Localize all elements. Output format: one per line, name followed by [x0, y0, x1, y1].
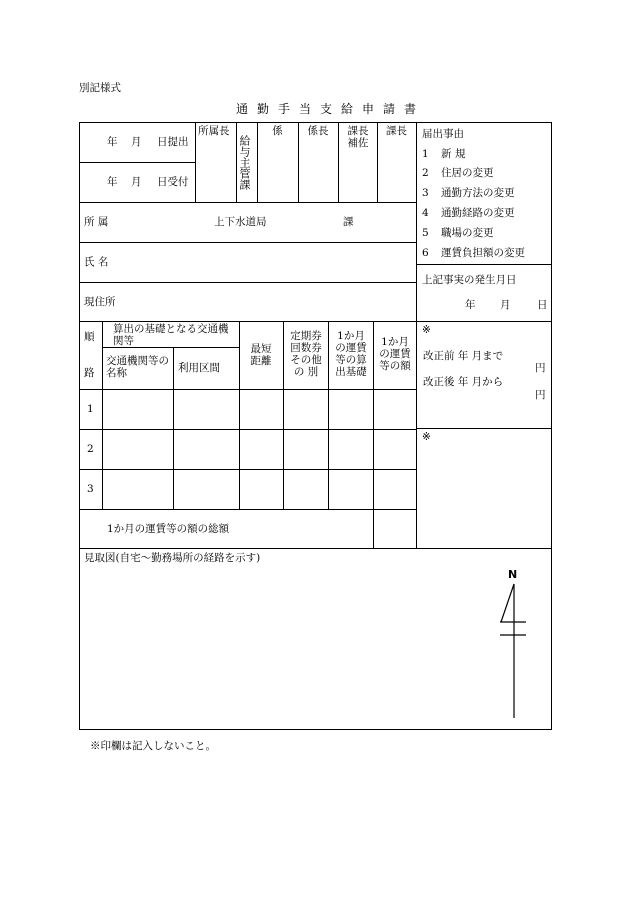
fare-basis-header: 1か月の運賃等の算出基礎 — [335, 330, 367, 379]
route-row-number: 3 — [87, 483, 94, 495]
stamp-salary-manager-label: 給与主管課 — [238, 135, 251, 190]
name-label: 氏 名 — [84, 256, 109, 268]
submitted-day-label: 日提出 — [157, 136, 189, 148]
occurrence-label: 上記事実の発生月日 — [422, 274, 517, 286]
north-arrow-icon — [490, 580, 530, 722]
basis-header: 算出の基礎となる交通機関等 — [113, 323, 229, 348]
stamp-deputy-label: 課長補佐 — [347, 125, 369, 150]
north-label: N — [508, 568, 518, 581]
transport-header: 交通機関等の名称 — [106, 355, 169, 380]
revision-before-label: 改正前 年 月まで — [423, 350, 504, 362]
received-month-label: 月 — [131, 176, 142, 188]
reason-num: 3 — [422, 187, 429, 199]
address-label: 現住所 — [84, 296, 116, 308]
reason-num: 2 — [422, 167, 429, 179]
occurrence-month-label: 月 — [500, 299, 511, 311]
submitted-year-label: 年 — [107, 136, 118, 148]
reason-label: 通勤経路の変更 — [441, 207, 515, 219]
occurrence-day-label: 日 — [537, 299, 548, 311]
revision-before-unit: 円 — [535, 362, 546, 374]
section-used-header: 利用区間 — [178, 362, 220, 374]
reason-num: 6 — [422, 247, 429, 259]
fare-amount-header: 1か月の運賃等の額 — [379, 336, 411, 373]
pass-type-header: 定期券回数券その他 の 別 — [290, 330, 322, 379]
document-title: 通勤手当支給申請書 — [236, 102, 426, 116]
reason-num: 5 — [422, 227, 429, 239]
reason-num: 4 — [422, 207, 429, 219]
reason-label: 職場の変更 — [441, 227, 494, 239]
reasons-heading: 届出事由 — [422, 128, 464, 140]
section-suffix: 課 — [343, 216, 354, 228]
form-label: 別記様式 — [79, 82, 121, 94]
bureau-name: 上下水道局 — [214, 216, 267, 228]
distance-header: 最短距離 — [250, 343, 272, 368]
reason-num: 1 — [422, 148, 429, 160]
map-label: 見取図(自宅～勤務場所の経路を示す) — [84, 552, 261, 564]
revision-after-unit: 円 — [535, 389, 546, 401]
stamp-chief-label: 所属長 — [198, 125, 230, 137]
total-fare-label: 1か月の運賃等の額の総額 — [107, 523, 230, 535]
route-row-number: 1 — [87, 403, 94, 415]
occurrence-year-label: 年 — [465, 299, 476, 311]
revision-after-label: 改正後 年 月から — [423, 376, 504, 388]
reason-label: 新 規 — [441, 148, 466, 160]
official-use-mark-2: ※ — [422, 431, 431, 443]
route-row-number: 2 — [87, 443, 94, 455]
route-column-top: 順 — [84, 331, 95, 343]
stamp-section-head-label: 係長 — [307, 125, 329, 137]
stamp-staff-label: 係 — [272, 125, 283, 137]
submitted-month-label: 月 — [131, 136, 142, 148]
reason-label: 運賃負担額の変更 — [441, 247, 525, 259]
reason-label: 住居の変更 — [441, 167, 494, 179]
reason-label: 通勤方法の変更 — [441, 187, 515, 199]
received-day-label: 日受付 — [157, 176, 189, 188]
official-use-mark: ※ — [422, 324, 431, 336]
footnote: ※印欄は記入しないこと。 — [90, 740, 216, 752]
route-column-bottom: 路 — [84, 367, 95, 379]
received-year-label: 年 — [107, 176, 118, 188]
affiliation-label: 所 属 — [84, 216, 109, 228]
stamp-director-label: 課長 — [386, 125, 407, 137]
